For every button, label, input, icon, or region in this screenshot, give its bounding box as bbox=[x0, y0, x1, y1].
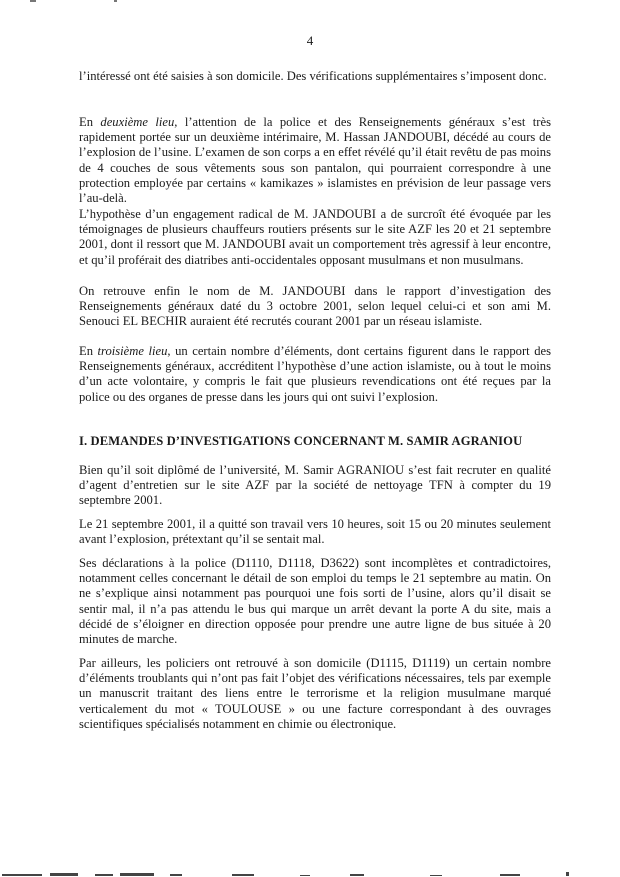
text-run: , un certain nombre d’éléments, dont certains figurent dans le rapport des Renseignements généraux, accréditent l’hypothèse d’une action islamiste, ou à tout le moins d’un acte volontaire, y compris le fait que plusieurs revendications ont été reçues par la police ou des organes de presse dans les jours qui ont suivi l’explosion. bbox=[79, 344, 552, 404]
scan-artifact-bottom bbox=[0, 862, 620, 877]
text-run: Bien qu’il soit diplômé de l’université, M. Samir AGRANIOU s’est fait recruter en qualité d’agent d’entretien sur le site AZF par la société de nettoyage TFN à compter du 19 septembre 2001. bbox=[79, 463, 551, 508]
italic-text-run: deuxième lieu bbox=[100, 115, 175, 129]
paragraph-troisieme-lieu bbox=[79, 344, 551, 405]
text-run: l’intéressé ont été saisies à son domicile. Des vérifications supplémentaires s’imposent donc. bbox=[79, 69, 547, 83]
text-run: Ses déclarations à la police (D1110, D1118, D3622) sont incomplètes et contradictoires, notamment celles concernant le détail de son emploi du temps le 21 septembre au matin. On ne s’explique ainsi notamment pas pourquoi une fois sorti de l’usine, alors qu’il disait se sentir mal, il n’a pas attendu le bus qui marque un arrêt devant la porte A du site, mais a décidé de s’éloigner en direction opposée pour prendre une autre ligne de bus située à 20 minutes de marche. bbox=[79, 556, 551, 647]
paragraph-deuxieme-lieu bbox=[79, 115, 551, 206]
text-run: , l’attention de la police et des Renseignements généraux s’est très rapidement portée sur un deuxième intérimaire, M. Hassan JANDOUBI, décédé au cours de l’explosion de l’usine. L’examen de son corps a en effet révélé qu’il était revêtu de pas moins de 4 couches de sous vêtements sous son pantalon, qui pourraient correspondre à une protection employée par certains « kamikazes » islamistes en prévision de leur passage vers l’au-delà. bbox=[79, 115, 551, 206]
text-run: Le 21 septembre 2001, il a quitté son travail vers 10 heures, soit 15 ou 20 minutes seulement avant l’explosion, prétextant qu’il se sentait mal. bbox=[79, 517, 551, 547]
text-run: Par ailleurs, les policiers ont retrouvé à son domicile (D1115, D1119) un certain nombre d’éléments troublants qui n’ont pas fait l’objet des vérifications nécessaires, tels par exemple un manuscrit traitant des liens entre le terrorisme et la religion musulmane marqué verticalement du mot « TOULOUSE » ou une facture correspondant à des ouvrages scientifiques spécialisés notamment en chimie ou électronique. bbox=[79, 656, 551, 731]
scan-artifact-top bbox=[30, 0, 150, 3]
paragraph-hypothese bbox=[79, 207, 551, 268]
paragraph-agraniou-domicile bbox=[79, 656, 551, 732]
paragraph-intro bbox=[79, 69, 551, 84]
paragraph-agraniou-declarations bbox=[79, 556, 551, 647]
text-run: L’hypothèse d’un engagement radical de M. JANDOUBI a de surcroît été évoquée par les témoignages de plusieurs chauffeurs routiers présents sur le site AZF les 20 et 21 septembre 2001, dont il ressort que M. JANDOUBI avait un comportement très agressif à leur encontre, et qu’il proférait des diatribes anti-occidentales opposant musulmans et non musulmans. bbox=[79, 207, 551, 267]
paragraph-agraniou-depart bbox=[79, 517, 551, 547]
section-heading: I. DEMANDES D’INVESTIGATIONS CONCERNANT M. SAMIR AGRANIOU bbox=[79, 434, 523, 448]
page-number: 4 bbox=[306, 33, 314, 48]
text-run: On retrouve enfin le nom de M. JANDOUBI dans le rapport d’investigation des Renseignements généraux daté du 3 octobre 2001, selon lequel celui-ci et son ami M. Senouci EL BECHIR auraient été recrutés courant 2001 par un réseau islamiste. bbox=[79, 284, 551, 329]
italic-text-run: troisième lieu bbox=[97, 344, 168, 358]
paragraph-agraniou-recrutement bbox=[79, 463, 551, 509]
text-run: En bbox=[79, 344, 98, 358]
text-run: En bbox=[79, 115, 101, 129]
paragraph-rapport-rg bbox=[79, 284, 551, 330]
